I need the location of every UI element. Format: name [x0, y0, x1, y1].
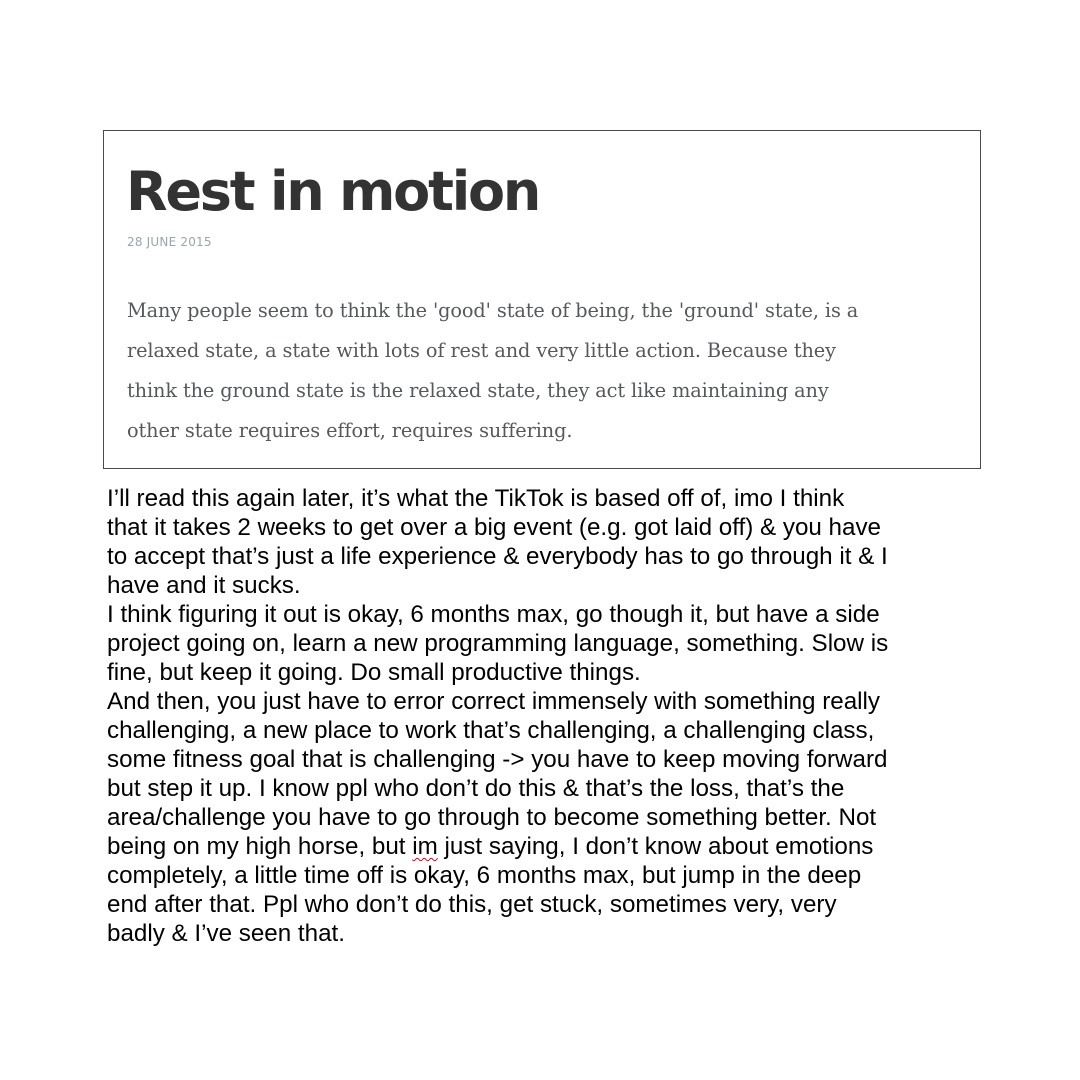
note-text[interactable] — [107, 484, 1007, 948]
note-line — [107, 832, 1007, 861]
note-line: that it takes 2 weeks to get over a big event (e.g. got laid off) & you have — [107, 514, 882, 541]
misspelled-word[interactable]: im — [412, 833, 438, 860]
note-line: some fitness goal that is challenging -> you have to keep moving forward — [107, 746, 888, 773]
note-line: fine, but keep it going. Do small productive things. — [107, 659, 641, 686]
note-line: I’ll read this again later, it’s what the TikTok is based off of, imo I think — [107, 485, 845, 512]
note-line: challenging, a new place to work that’s challenging, a challenging class, — [107, 717, 875, 744]
article-card — [103, 130, 981, 469]
note-line: to accept that’s just a life experience & everybody has to go through it & I — [107, 543, 888, 570]
note-line: I think figuring it out is okay, 6 months max, go though it, but have a side — [107, 601, 880, 628]
note-line: area/challenge you have to go through to become something better. Not — [107, 804, 877, 831]
excerpt-line: relaxed state, a state with lots of rest and very little action. Because they — [127, 339, 836, 362]
note-line-segment: being on my high horse, but — [107, 833, 413, 860]
note-line: badly & I’ve seen that. — [107, 920, 345, 947]
note-line-segment: just saying, I don’t know about emotions — [437, 833, 874, 860]
note-line: but step it up. I know ppl who don’t do this & that’s the loss, that’s the — [107, 775, 845, 802]
article-date: 28 JUNE 2015 — [127, 235, 212, 249]
note-line: end after that. Ppl who don’t do this, get stuck, sometimes very, very — [107, 891, 837, 918]
note-line: project going on, learn a new programming language, something. Slow is — [107, 630, 889, 657]
note-line: have and it sucks. — [107, 572, 301, 599]
excerpt-line: think the ground state is the relaxed state, they act like maintaining any — [127, 379, 829, 402]
excerpt-line: other state requires effort, requires suffering. — [127, 419, 573, 442]
note-line: completely, a little time off is okay, 6 months max, but jump in the deep — [107, 862, 862, 889]
note-line: And then, you just have to error correct immensely with something really — [107, 688, 880, 715]
article-title: Rest in motion — [126, 160, 540, 223]
article-excerpt — [127, 291, 957, 451]
excerpt-line: Many people seem to think the 'good' state of being, the 'ground' state, is a — [127, 299, 859, 322]
